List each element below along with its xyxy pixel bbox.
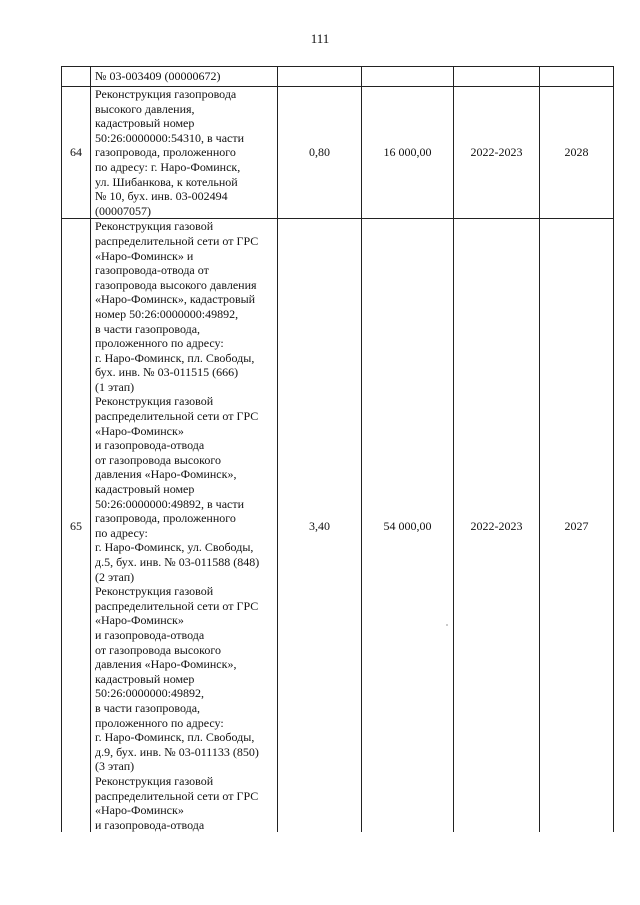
row-number-cell — [62, 67, 91, 87]
description-line: Реконструкция газовой — [95, 219, 214, 234]
length-cell: 0,80 — [278, 87, 362, 219]
description-line: Реконструкция газовой — [95, 584, 214, 599]
description-line: д.9, бух. инв. № 03-011133 (850) — [95, 744, 259, 759]
works-table — [61, 66, 614, 832]
description-line: «Наро-Фоминск» — [95, 423, 184, 438]
description-line: д.5, бух. инв. № 03-011588 (848) — [95, 555, 260, 569]
description-line: «Наро-Фоминск» и — [95, 248, 194, 263]
description-line: распределительной сети от ГРС — [95, 233, 259, 248]
description-line: в части газопровода, — [95, 321, 201, 336]
description-line: распределительной сети от ГРС — [95, 409, 259, 424]
description-line: № 10, бух. инв. 03-002494 — [95, 189, 228, 204]
description-line: номер 50:26:0000000:49892, — [95, 306, 239, 321]
description-line: Реконструкция газовой — [95, 773, 214, 788]
description-line: высокого давления, — [95, 101, 195, 116]
description-line: № 03-003409 (00000672) — [95, 69, 221, 84]
description-line: ул. Шибанкова, к котельной — [95, 174, 238, 189]
description-cell — [91, 219, 278, 832]
description-line: «Наро-Фоминск» — [95, 613, 184, 628]
row-number-cell: 65 — [62, 219, 91, 832]
page-number: 111 — [310, 31, 330, 46]
description-line: распределительной сети от ГРС — [95, 788, 259, 803]
cost-cell: 54 000,00 — [362, 219, 454, 832]
cost-cell — [362, 67, 454, 87]
description-line: Реконструкция газовой — [95, 394, 214, 409]
description-line: и газопровода-отвода — [95, 438, 205, 453]
year-cell: 2027 — [540, 219, 614, 832]
description-line: кадастровый номер — [95, 671, 195, 686]
description-line: проложенного по адресу: — [95, 715, 224, 730]
description-line: распределительной сети от ГРС — [95, 598, 259, 613]
description-line: г. Наро-Фоминск, пл. Свободы, — [95, 350, 255, 365]
description-line: проложенного по адресу: — [95, 336, 224, 351]
description-line: и газопровода-отвода — [95, 817, 205, 832]
table-row — [62, 67, 614, 87]
description-line: бух. инв. № 03-011515 (666) — [95, 365, 239, 380]
description-line: давления «Наро-Фоминск», — [95, 467, 237, 482]
description-line: кадастровый номер — [95, 482, 195, 497]
length-cell — [278, 67, 362, 87]
period-cell — [454, 67, 540, 87]
description-line: газопровода высокого давления — [95, 277, 257, 292]
description-cell — [91, 87, 278, 219]
length-cell: 3,40 — [278, 219, 362, 832]
description-line: Реконструкция газопровода — [95, 87, 237, 101]
description-line: и газопровода-отвода — [95, 627, 205, 642]
description-line: (2 этап) — [95, 569, 135, 584]
table-body — [62, 67, 614, 833]
description-line: «Наро-Фоминск» — [95, 803, 184, 818]
description-line: по адресу: — [95, 525, 148, 540]
description-line: газопровода, проложенного — [95, 145, 236, 160]
description-line: «Наро-Фоминск», кадастровый — [95, 292, 256, 307]
description-line: от газопровода высокого — [95, 452, 221, 467]
year-cell: 2028 — [540, 87, 614, 219]
description-line: г. Наро-Фоминск, пл. Свободы, — [95, 730, 255, 745]
description-line: в части газопровода, — [95, 700, 201, 715]
period-cell: 2022-2023 — [454, 87, 540, 219]
table-row — [62, 87, 614, 219]
description-line: кадастровый номер — [95, 116, 195, 131]
description-line: газопровода, проложенного — [95, 511, 236, 526]
description-line: г. Наро-Фоминск, ул. Свободы, — [95, 540, 254, 555]
description-line: 50:26:0000000:49892, в части — [95, 496, 245, 511]
description-line: (00007057) — [95, 203, 151, 218]
year-cell — [540, 67, 614, 87]
description-line: 50:26:0000000:49892, — [95, 686, 205, 701]
description-line: 50:26:0000000:54310, в части — [95, 130, 245, 145]
row-number-cell: 64 — [62, 87, 91, 219]
period-cell: 2022-2023 — [454, 219, 540, 832]
cost-cell: 16 000,00 — [362, 87, 454, 219]
description-cell — [91, 67, 278, 87]
description-line: (3 этап) — [95, 759, 135, 774]
scan-speck — [446, 624, 448, 626]
description-line: давления «Наро-Фоминск», — [95, 657, 237, 672]
table-row — [62, 219, 614, 832]
description-line: по адресу: г. Наро-Фоминск, — [95, 159, 241, 174]
description-line: газопровода-отвода от — [95, 263, 209, 278]
description-line: (1 этап) — [95, 379, 135, 394]
description-line: от газопровода высокого — [95, 642, 221, 657]
